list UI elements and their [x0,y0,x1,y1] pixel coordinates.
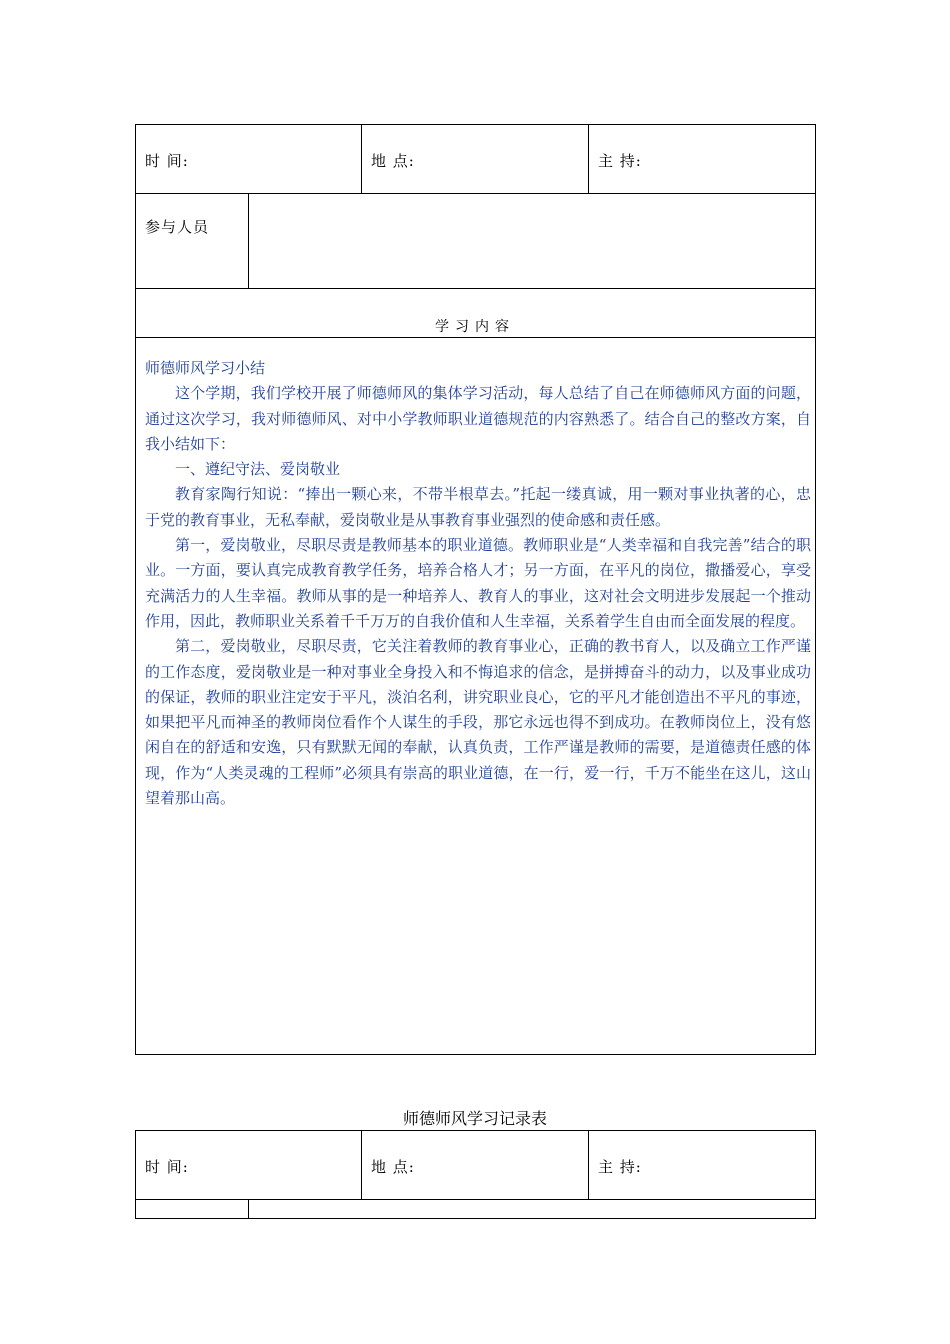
table-divider [361,124,362,194]
participants-label: 参与人员 [145,218,210,236]
table-divider [135,193,816,194]
table-divider [588,1130,589,1200]
table-divider [135,1199,816,1200]
table-divider [135,288,816,289]
place-label: 地 点: [371,152,415,170]
host-label: 主 持: [598,152,642,170]
document-title: 师德师风学习记录表 [402,1109,547,1128]
study-content [145,356,811,811]
table-divider [588,124,589,194]
content-heading: 师德师风学习小结 [145,359,266,377]
content-subheading: 一、遵纪守法、爱岗敬业 [175,460,341,479]
table-divider [135,337,816,338]
time-label: 时 间: [145,1158,189,1176]
section-title: 学习内容 [435,319,515,335]
time-label: 时 间: [145,152,189,170]
content-paragraph: 教育家陶行知说：“捧出一颗心来，不带半根草去。”托起一缕真诚，用一颗对事业执著的心，忠于党的教育事业，无私奉献，爱岗敬业是从事教育事业强烈的使命感和责任感。 [145,485,811,529]
content-paragraph: 这个学期，我们学校开展了师德师风的集体学习活动，每人总结了自己在师德师风方面的问题，通过这次学习，我对师德师风、对中小学教师职业道德规范的内容熟悉了。结合自己的整改方案，自我小结如下： [145,384,811,453]
record-table-2 [135,1130,816,1219]
table-divider [248,1199,249,1219]
content-paragraph: 第一，爱岗敬业，尽职尽责是教师基本的职业道德。教师职业是“人类幸福和自我完善”结合的职业。一方面，要认真完成教育教学任务，培养合格人才；另一方面，在平凡的岗位，撒播爱心，享受充满活力的人生幸福。教师从事的是一种培养人、教育人的事业，这对社会文明进步发展起一个推动作用，因此，教师职业关系着千千万万的自我价值和人生幸福，关系着学生自由而全面发展的程度。 [145,536,811,630]
table-divider [248,193,249,289]
content-paragraph: 第二，爱岗敬业，尽职尽责，它关注着教师的教育事业心，正确的教书育人，以及确立工作严谨的工作态度，爱岗敬业是一种对事业全身投入和不悔追求的信念，是拼搏奋斗的动力，以及事业成功的保证，教师的职业注定安于平凡，淡泊名利，讲究职业良心，它的平凡才能创造出不平凡的事迹，如果把平凡而神圣的教师岗位看作个人谋生的手段，那它永远也得不到成功。在教师岗位上，没有悠闲自在的舒适和安逸，只有默默无闻的奉献，认真负责，工作严谨是教师的需要，是道德责任感的体现，作为“人类灵魂的工程师”必须具有崇高的职业道德，在一行，爱一行，千万不能坐在这儿，这山望着那山高。 [145,637,811,808]
table-divider [361,1130,362,1200]
host-label: 主 持: [598,1158,642,1176]
place-label: 地 点: [371,1158,415,1176]
